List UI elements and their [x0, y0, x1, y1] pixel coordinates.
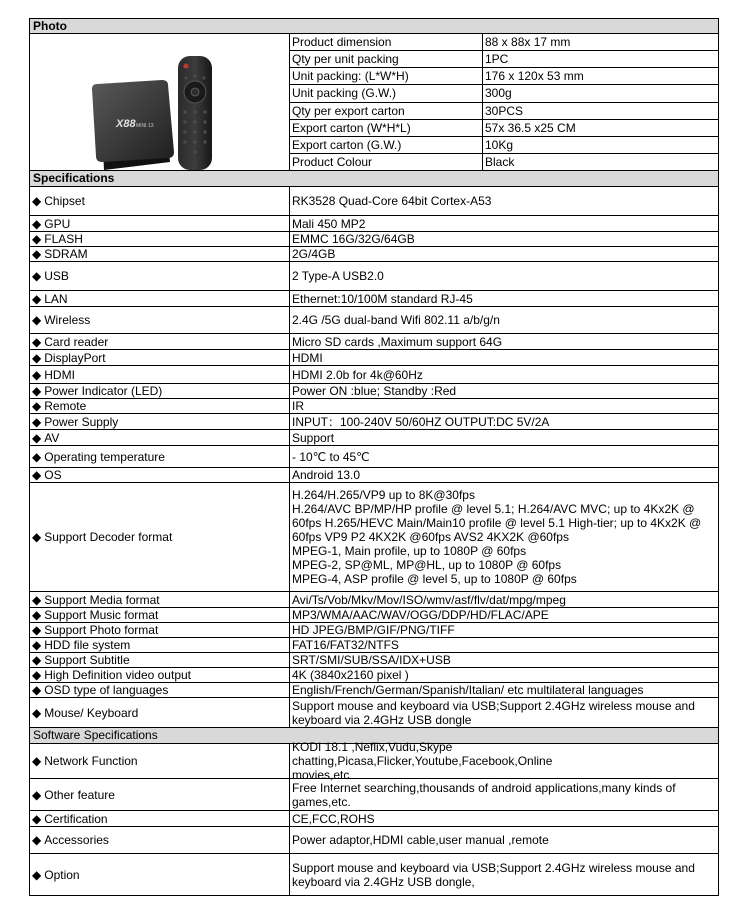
spec-label: [30, 446, 290, 467]
spec-row: [29, 740, 719, 782]
spec-row: [29, 334, 719, 350]
spec-value-line: SRT/SMI/SUB/SSA/IDX+USB: [292, 653, 451, 667]
bullet-diamond-icon: ◆: [32, 653, 42, 667]
bullet-diamond-icon: ◆: [32, 683, 42, 697]
packing-row: [290, 137, 718, 154]
bullet-diamond-icon: ◆: [32, 269, 42, 283]
spec-label: [30, 187, 290, 215]
spec-label-text: Wireless: [44, 313, 91, 327]
packing-row: [290, 51, 718, 68]
spec-value: [290, 668, 718, 682]
spec-value-line: Support mouse and keyboard via USB;Support 2.4GHz wireless mouse and: [292, 698, 695, 713]
spec-label-text: SDRAM: [44, 247, 88, 261]
packing-row: [290, 120, 718, 137]
spec-row: [29, 232, 719, 247]
spec-value: [290, 740, 718, 782]
spec-label: [30, 334, 290, 349]
spec-label-text: Support Photo format: [44, 623, 159, 637]
spec-row: [29, 366, 719, 384]
spec-value: [290, 414, 718, 429]
spec-value-line: Mali 450 MP2: [292, 216, 366, 231]
bullet-diamond-icon: ◆: [32, 216, 42, 231]
spec-row: [29, 683, 719, 698]
spec-row: [29, 350, 719, 366]
section-photo: Photo: [29, 18, 719, 34]
spec-value-line: HDMI: [292, 350, 323, 365]
spec-value-line: KODI 18.1 ,Neflix,Vudu,Skype chatting,Picasa,Flicker,Youtube,Facebook,Online: [292, 740, 553, 768]
spec-label-text: LAN: [44, 291, 68, 306]
spec-label-text: High Definition video output: [44, 668, 191, 682]
packing-value: 88 x 88x 17 mm: [485, 35, 571, 50]
bullet-diamond-icon: ◆: [32, 367, 42, 382]
spec-label: [30, 262, 290, 290]
spec-value-line: Ethernet:10/100M standard RJ-45: [292, 291, 473, 306]
bullet-diamond-icon: ◆: [32, 787, 42, 802]
bullet-diamond-icon: ◆: [32, 530, 42, 544]
spec-value: [290, 307, 718, 333]
spec-label-text: Support Media format: [44, 592, 160, 607]
spec-value-line: 60fps VP9 P2 4KX2K @60fps AVS2 4KX2K @60fps: [292, 530, 569, 544]
spec-value-line: IR: [292, 399, 304, 413]
spec-value-line: RK3528 Quad-Core 64bit Cortex-A53: [292, 194, 492, 208]
spec-row: [29, 668, 719, 683]
packing-value: 176 x 120x 53 mm: [485, 69, 584, 84]
packing-row: [290, 154, 718, 170]
spec-label-text: Support Decoder format: [44, 530, 173, 544]
spec-value: [290, 698, 718, 727]
spec-value-line: H.264/AVC BP/MP/HP profile @ level 5.1; H.264/AVC MVC; up to 4Kx2K @: [292, 502, 695, 516]
spec-row: [29, 187, 719, 216]
spec-label: [30, 414, 290, 429]
spec-value-line: CE,FCC,ROHS: [292, 811, 375, 826]
spec-label-text: Power Indicator (LED): [44, 384, 163, 398]
spec-value-line: 2.4G /5G dual-band Wifi 802.11 a/b/g/n: [292, 313, 500, 327]
bullet-diamond-icon: ◆: [32, 867, 42, 882]
spec-row: [29, 653, 719, 668]
spec-value-line: INPUT：100-240V 50/60HZ OUTPUT:DC 5V/2A: [292, 414, 550, 429]
spec-row: [29, 623, 719, 638]
spec-label-text: Chipset: [44, 194, 85, 208]
spec-value: [290, 653, 718, 667]
spec-row: [29, 430, 719, 446]
spec-value-line: Android 13.0: [292, 468, 361, 482]
spec-value: [290, 446, 718, 467]
spec-value: [290, 366, 718, 383]
spec-label-text: HDD file system: [44, 638, 131, 652]
photo-block: [29, 34, 719, 171]
spec-row: [29, 262, 719, 291]
section-software: Software Specifications: [29, 728, 719, 744]
spec-value-line: FAT16/FAT32/NTFS: [292, 638, 399, 652]
spec-label-text: HDMI: [44, 367, 75, 382]
spec-label-text: Card reader: [44, 334, 109, 349]
bullet-diamond-icon: ◆: [32, 811, 42, 826]
spec-row: [29, 698, 719, 728]
packing-row: [290, 103, 718, 120]
packing-label: Export carton (W*H*L): [290, 120, 483, 136]
spec-value: [290, 399, 718, 413]
spec-row: [29, 638, 719, 653]
spec-label: [30, 779, 290, 810]
packing-row: [290, 34, 718, 51]
packing-label: Qty per export carton: [290, 103, 483, 119]
spec-value-line: games,etc.: [292, 794, 351, 809]
spec-label: [30, 307, 290, 333]
spec-label: [30, 232, 290, 246]
bullet-diamond-icon: ◆: [32, 399, 42, 413]
spec-label: [30, 744, 290, 778]
spec-label-text: OSD type of languages: [44, 683, 169, 697]
spec-value: [290, 468, 718, 482]
spec-value-line: MPEG-2, SP@ML, MP@HL, up to 1080P @ 60fps: [292, 558, 562, 572]
spec-value-line: 2 Type-A USB2.0: [292, 269, 384, 283]
spec-value: [290, 430, 718, 445]
spec-row: [29, 399, 719, 414]
spec-row: [29, 483, 719, 592]
spec-value-line: 60fps H.265/HEVC Main/Main10 profile @ level 5.1 High-tier; up to 4Kx2K @: [292, 516, 702, 530]
spec-label-text: USB: [44, 269, 69, 283]
spec-value-line: H.264/H.265/VP9 up to 8K@30fps: [292, 488, 475, 502]
spec-value-line: Support mouse and keyboard via USB;Support 2.4GHz wireless mouse and: [292, 860, 695, 875]
spec-label: [30, 350, 290, 365]
spec-row: [29, 468, 719, 483]
spec-value: [290, 291, 718, 306]
spec-row: [29, 291, 719, 307]
spec-value: [290, 262, 718, 290]
spec-label-text: AV: [44, 430, 60, 445]
bullet-diamond-icon: ◆: [32, 705, 42, 720]
spec-value-line: Power adaptor,HDMI cable,user manual ,remote: [292, 833, 549, 847]
spec-value-line: HD JPEG/BMP/GIF/PNG/TIFF: [292, 623, 455, 637]
spec-value: [290, 384, 718, 398]
spec-label: [30, 247, 290, 261]
spec-label-text: DisplayPort: [44, 350, 106, 365]
spec-row: [29, 811, 719, 827]
section-specifications: Specifications: [29, 171, 719, 187]
bullet-diamond-icon: ◆: [32, 232, 42, 246]
spec-label: [30, 399, 290, 413]
spec-label-text: Support Subtitle: [44, 653, 130, 667]
bullet-diamond-icon: ◆: [32, 608, 42, 622]
spec-value-line: 4K (3840x2160 pixel ): [292, 668, 409, 682]
spec-value-line: keyboard via 2.4GHz USB dongle,: [292, 874, 475, 889]
bullet-diamond-icon: ◆: [32, 194, 42, 208]
spec-label: [30, 384, 290, 398]
spec-label: [30, 698, 290, 727]
tv-box-brand: X88: [116, 118, 136, 130]
spec-value-line: MPEG-1, Main profile, up to 1080P @ 60fps: [292, 544, 527, 558]
spec-value-line: Avi/Ts/Vob/Mkv/Mov/ISO/wmv/asf/flv/dat/mpg/mpeg: [292, 592, 566, 607]
packing-table: [290, 34, 718, 170]
spec-label-text: Network Function: [44, 754, 138, 768]
spec-value: [290, 683, 718, 697]
packing-label: Unit packing: (L*W*H): [290, 68, 483, 84]
spec-label-text: GPU: [44, 216, 71, 231]
tv-box-model: MINI 13: [136, 123, 154, 129]
bullet-diamond-icon: ◆: [32, 468, 42, 482]
spec-value: [290, 638, 718, 652]
spec-label: [30, 811, 290, 826]
spec-label-text: Certification: [44, 811, 108, 826]
spec-value-line: Micro SD cards ,Maximum support 64G: [292, 334, 503, 349]
spec-row: [29, 414, 719, 430]
spec-row: [29, 384, 719, 399]
spec-value: [290, 187, 718, 215]
packing-label: Product dimension: [290, 34, 483, 50]
spec-value: [290, 592, 718, 607]
spec-value-line: English/French/German/Spanish/Italian/ etc multilateral languages: [292, 683, 644, 697]
bullet-diamond-icon: ◆: [32, 334, 42, 349]
spec-value-line: movies,etc: [292, 768, 350, 782]
spec-label-text: Accessories: [44, 833, 109, 847]
spec-label-text: Mouse/ Keyboard: [44, 705, 139, 720]
spec-value: [290, 334, 718, 349]
spec-label: [30, 638, 290, 652]
spec-value: [290, 779, 718, 810]
spec-label-text: Remote: [44, 399, 87, 413]
packing-value: 30PCS: [485, 103, 524, 118]
spec-row: [29, 307, 719, 334]
spec-label-text: Power Supply: [44, 414, 119, 429]
bullet-diamond-icon: ◆: [32, 638, 42, 652]
spec-label: [30, 468, 290, 482]
spec-label: [30, 291, 290, 306]
spec-value: [290, 827, 718, 853]
spec-row: [29, 608, 719, 623]
spec-label-text: Support Music format: [44, 608, 159, 622]
spec-label: [30, 827, 290, 853]
spec-label-text: FLASH: [44, 232, 83, 246]
spec-row: [29, 446, 719, 468]
packing-value: Black: [485, 154, 515, 169]
bullet-diamond-icon: ◆: [32, 384, 42, 398]
spec-value-line: EMMC 16G/32G/64GB: [292, 232, 415, 246]
spec-value-line: - 10℃ to 45℃: [292, 449, 370, 464]
spec-value: [290, 483, 718, 591]
bullet-diamond-icon: ◆: [32, 592, 42, 607]
spec-value-line: MP3/WMA/AAC/WAV/OGG/DDP/HD/FLAC/APE: [292, 608, 549, 622]
packing-value: 300g: [485, 86, 512, 101]
spec-row: [29, 779, 719, 811]
packing-row: [290, 85, 718, 102]
packing-value: 57x 36.5 x25 CM: [485, 120, 576, 135]
spec-value-line: 2G/4GB: [292, 247, 336, 261]
spec-label: [30, 854, 290, 895]
spec-value-line: Support: [292, 430, 335, 445]
packing-value: 10Kg: [485, 137, 514, 152]
spec-label: [30, 366, 290, 383]
bullet-diamond-icon: ◆: [32, 754, 42, 768]
bullet-diamond-icon: ◆: [32, 313, 42, 327]
spec-label: [30, 216, 290, 231]
specifications-table: [29, 187, 719, 728]
spec-value-line: HDMI 2.0b for 4k@60Hz: [292, 367, 423, 382]
spec-label: [30, 623, 290, 637]
spec-row: [29, 592, 719, 608]
spec-label-text: Option: [44, 867, 80, 882]
spec-value: [290, 247, 718, 261]
software-table: [29, 740, 719, 896]
bullet-diamond-icon: ◆: [32, 430, 42, 445]
spec-row: [29, 247, 719, 262]
spec-sheet: [29, 18, 719, 896]
spec-value: [290, 608, 718, 622]
spec-value: [290, 623, 718, 637]
bullet-diamond-icon: ◆: [32, 623, 42, 637]
spec-label: [30, 668, 290, 682]
spec-row: [29, 827, 719, 854]
packing-label: Product Colour: [290, 154, 483, 170]
bullet-diamond-icon: ◆: [32, 291, 42, 306]
packing-row: [290, 68, 718, 85]
spec-label-text: OS: [44, 468, 62, 482]
spec-value: [290, 350, 718, 365]
spec-label: [30, 683, 290, 697]
bullet-diamond-icon: ◆: [32, 833, 42, 847]
spec-label: [30, 653, 290, 667]
spec-label: [30, 608, 290, 622]
spec-value-line: Free Internet searching,thousands of android applications,many kinds of: [292, 780, 676, 795]
spec-label: [30, 483, 290, 591]
spec-row: [29, 854, 719, 896]
spec-row: [29, 216, 719, 232]
spec-value-line: Power ON :blue; Standby :Red: [292, 384, 457, 398]
spec-label-text: Operating temperature: [44, 449, 165, 464]
spec-value: [290, 216, 718, 231]
spec-label: [30, 430, 290, 445]
packing-label: Unit packing (G.W.): [290, 85, 483, 101]
spec-label-text: Other feature: [44, 787, 115, 802]
spec-value: [290, 854, 718, 895]
packing-value: 1PC: [485, 52, 509, 67]
bullet-diamond-icon: ◆: [32, 350, 42, 365]
bullet-diamond-icon: ◆: [32, 449, 42, 464]
bullet-diamond-icon: ◆: [32, 247, 42, 261]
tv-box-image: [30, 34, 288, 170]
spec-value-line: keyboard via 2.4GHz USB dongle: [292, 712, 472, 727]
spec-value: [290, 811, 718, 826]
packing-label: Export carton (G.W.): [290, 137, 483, 153]
spec-label: [30, 592, 290, 607]
packing-label: Qty per unit packing: [290, 51, 483, 67]
bullet-diamond-icon: ◆: [32, 414, 42, 429]
remote-power-icon: [184, 64, 189, 69]
spec-value: [290, 232, 718, 246]
bullet-diamond-icon: ◆: [32, 668, 42, 682]
spec-value-line: MPEG-4, ASP profile @ level 5, up to 1080P @ 60fps: [292, 572, 577, 586]
product-photo: [30, 34, 290, 170]
